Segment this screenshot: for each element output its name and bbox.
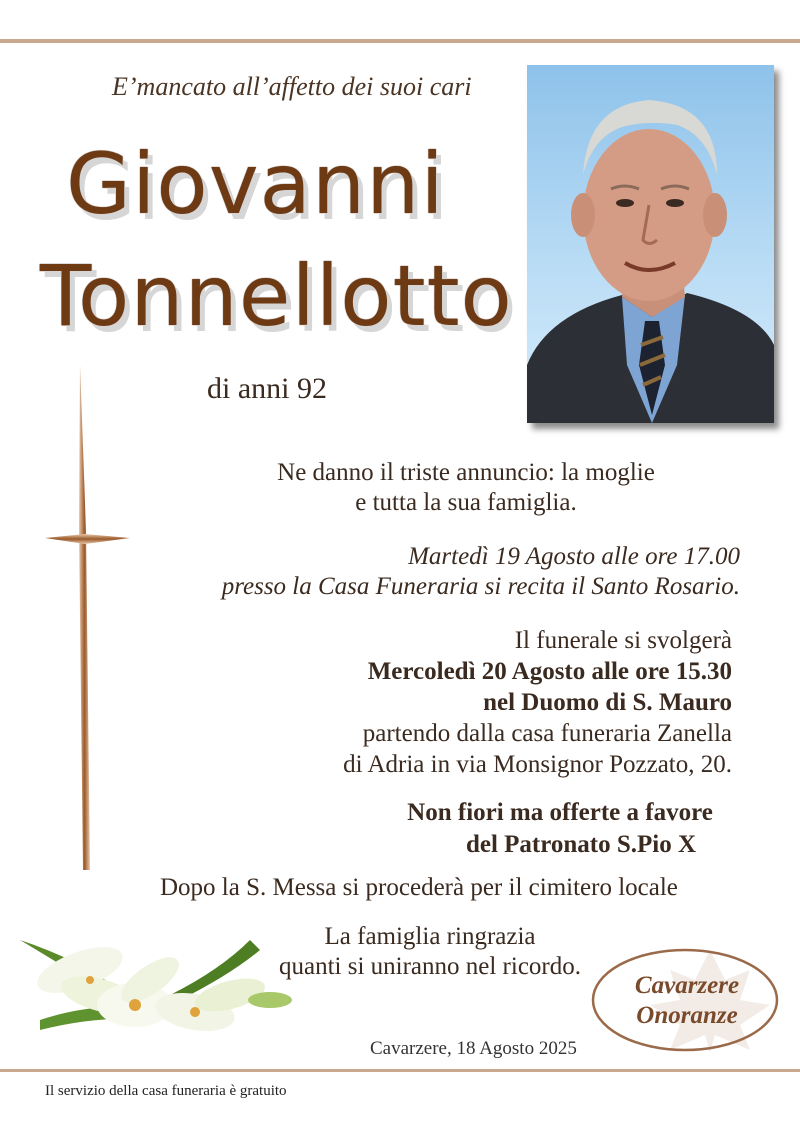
portrait-photo [527,65,774,423]
place-and-date: Cavarzere, 18 Agosto 2025 [370,1038,577,1059]
flowers-line: Non fiori ma offerte a favore [407,799,713,826]
announcement-line: Ne danno il triste annuncio: la moglie [277,459,655,486]
funeral-line: partendo dalla casa funeraria Zanella [362,720,732,747]
lily-flowers-icon [20,900,300,1050]
thanks-line: quanti si uniranno nel ricordo. [278,953,581,980]
footer-note: Il servizio della casa funeraria è gratuito [45,1083,287,1099]
funeral-notice [260,625,732,780]
funeral-line: di Adria in via Monsignor Pozzato, 20. [343,751,732,778]
flowers-notice [370,797,750,861]
rosary-line: presso la Casa Funeraria si recita il Santo Rosario. [221,573,740,600]
announcement-line: e tutta la sua famiglia. [355,489,577,516]
funeral-date: Mercoledì 20 Agosto alle ore 15.30 [367,658,732,685]
logo-line: Onoranze [636,1002,738,1029]
logo-line: Cavarzere [634,972,740,999]
cemetery-notice: Dopo la S. Messa si procederà per il cimitero locale [160,874,678,901]
top-divider [0,39,800,43]
last-name: Tonnellotto [40,247,513,345]
cross-icon [40,360,140,880]
rosary-line: Martedì 19 Agosto alle ore 17.00 [408,543,740,570]
thanks-line: La famiglia ringrazia [324,923,536,950]
funeral-home-logo [590,945,780,1055]
announcement [236,458,696,518]
bottom-divider [0,1069,800,1072]
funeral-line: Il funerale si svolgerà [514,627,732,654]
funeral-location: nel Duomo di S. Mauro [483,689,732,716]
intro-text: E’mancato all’affetto dei suoi cari [112,72,472,101]
rosary-notice [150,542,740,602]
first-name: Giovanni [66,135,445,233]
thanks-notice [250,922,610,982]
flowers-line: del Patronato S.Pio X [465,831,697,858]
age-text: di anni 92 [207,372,327,405]
